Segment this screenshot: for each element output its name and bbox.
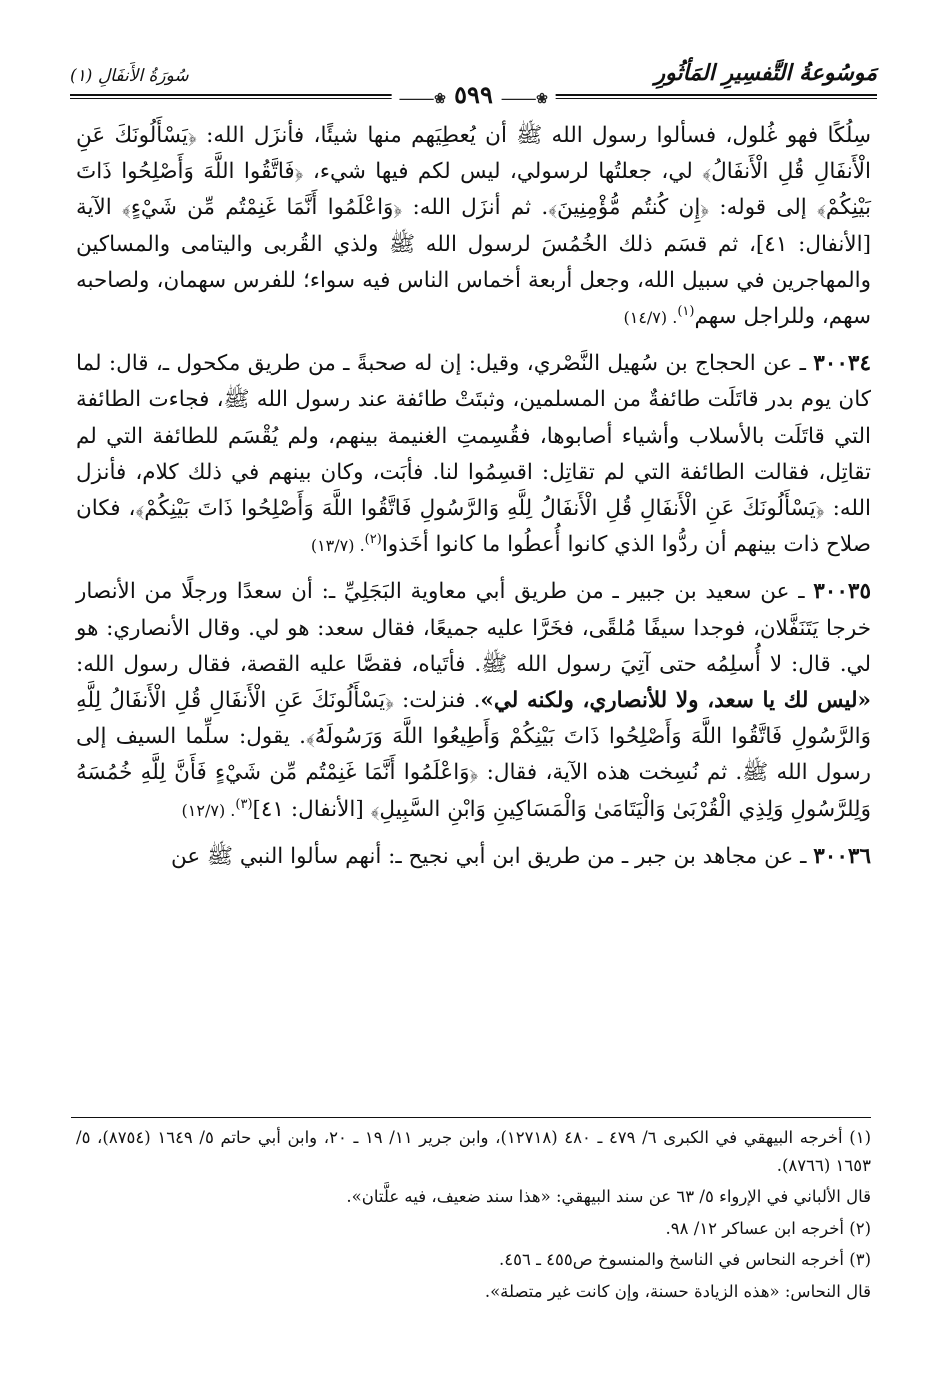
page-header [70,58,877,109]
narration-number: ٣٠٠٣٦ [813,843,871,869]
volume-reference: . (١٣/٧) [310,536,365,556]
footnote-mark: (٢) [364,532,382,548]
surah-title: سُورَةُ الأَنفَالِ (١) [70,66,189,86]
book-title: مَوسُوعةُ التَّفسِيرِ المَأثُورِ [654,60,877,86]
footnote: قال الألباني في الإرواء ٥/ ٦٣ عن سند البيهقي: «هذا سند ضعيف، فيه علَّتان». [346,1187,871,1206]
paragraph-text: ـ عن مجاهد بن جبر ـ من طريق ابن أبي نجيح ـ: أنهم سألوا النبي ﷺ عن [171,843,814,869]
main-text [76,118,871,875]
ornament-icon: ❀⸻ [501,91,548,107]
volume-reference: . (١٢/٧) [181,800,236,820]
hadith-quote: «ليس لك يا سعد، ولا للأنصاري، ولكنه لي» [480,688,871,714]
paragraph [76,839,871,875]
paragraph [76,118,871,336]
footnotes [76,1124,871,1309]
ornament-icon: ❀⸻ [399,91,446,107]
narration-number: ٣٠٠٣٤ [813,351,871,377]
footnote: (١) أخرجه البيهقي في الكبرى ٦/ ٤٧٩ ـ ٤٨٠ (١٢٧١٨)، وابن جرير ١١/ ١٩ ـ ٢٠، وابن أبي حاتم ٥/ ١٦٤٩ (٨٧٥٤)، ٥/ ١٦٥٣ (٨٧٦٦). [76,1128,872,1175]
footnote: (٢) أخرجه ابن عساكر ١٢/ ٩٨. [665,1218,871,1238]
page-number: ٥٩٩ [454,80,493,109]
paragraph [76,346,871,564]
footnote-separator [71,1117,871,1118]
footnote: (٣) أخرجه النحاس في الناسخ والمنسوخ ص٤٥٥ ـ ٤٥٦. [498,1250,871,1269]
paragraph [76,574,871,828]
footnote-mark: (٣) [235,796,253,812]
paragraph-text: ـ عن سعيد بن جبير ـ من طريق أبي معاوية البَجَلِيِّ ـ: أن سعدًا ورجلًا من الأنصار خرجا يَتَنَفَّلان، فوجدا سيفًا مُلقًى، فخَرَّا عليه جميعًا، فقال سعد: هو لي. وقال الأنصاري: هو لي. قال: لا أُسلِمُه حتى آتِيَ رسول الله ﷺ. فأتَياه، فقصَّا عليه القصة، فقال رسول الله: [76,579,871,677]
paragraph-text: . فنزلت: ﴿يَسْأَلُونَكَ عَنِ الْأَنفَالِ قُلِ الْأَنفَالُ لِلَّهِ وَالرَّسُولِ فَاتَّقُوا اللَّهَ وَأَصْلِحُوا ذَاتَ بَيْنِكُمْ وَأَطِيعُوا اللَّهَ وَرَسُولَهُ﴾. يقول: سلِّما السيف إلى رسول الله ﷺ. ثم نُسِخت هذه الآية، فقال: ﴿وَاعْلَمُوا أَنَّمَا غَنِمْتُم مِّن شَيْءٍ فَأَنَّ لِلَّهِ خُمُسَهُ وَلِلرَّسُولِ وَلِذِي الْقُرْبَىٰ وَالْيَتَامَىٰ وَالْمَسَاكِينِ وَابْنِ السَّبِيلِ﴾ [الأنفال: ٤١] [76,688,871,822]
narration-number: ٣٠٠٣٥ [813,579,871,605]
volume-reference: . (١٤/٧) [623,308,678,328]
paragraph-text: سِلُكًا فهو غُلول، فسألوا رسول الله ﷺ أن يُعطِيَهم منها شيئًا، فأنزَل الله: ﴿يَسْأَلُونَكَ عَنِ الْأَنفَالِ قُلِ الْأَنفَالُ﴾ لي، جعلتُها لرسولي، ليس لكم فيها شيء، ﴿فَاتَّقُوا اللَّهَ وَأَصْلِحُوا ذَاتَ بَيْنِكُمْ﴾ إلى قوله: ﴿إِن كُنتُم مُّؤْمِنِينَ﴾. ثم أنزَل الله: ﴿وَاعْلَمُوا أَنَّمَا غَنِمْتُم مِّن شَيْءٍ﴾ الآية [الأنفال: ٤١]، ثم قسَم ذلك الخُمُسَ لرسول الله ﷺ ولذي القُربى واليتامى والمساكين والمهاجرين في سبيل الله، وجعل أربعة أخماس الناس فيه سواء؛ للفرس سهمان، ولصاحبه سهم، وللراجل سهم [76,123,872,330]
footnote-mark: (١) [677,303,695,319]
footnote: قال النحاس: «هذه الزيادة حسنة، وإن كانت غير متصلة». [484,1281,871,1301]
paragraph-text: ـ عن الحجاج بن سُهيل النَّصْري، وقيل: إن له صحبةً ـ من طريق مكحول ـ، قال: لما كان يوم بدر قاتَلَت طائفةٌ من المسلمين، وثبتَتْ طائفة عند رسول الله ﷺ، فجاءت الطائفة التي قاتَلَت بالأسلاب وأشياء أصابوها، فقُسِمتِ الغنيمة بينهم، ولم يُقْسَم للطائفة التي لم تقاتِل، فقالت الطائفة التي لم تقاتِل: اقسِمُوا لنا. فأبَت، وكان بينهم في ذلك كلام، فأنزل الله: ﴿يَسْأَلُونَكَ عَنِ الْأَنفَالِ قُلِ الْأَنفَالُ لِلَّهِ وَالرَّسُولِ فَاتَّقُوا اللَّهَ وَأَصْلِحُوا ذَاتَ بَيْنِكُمْ﴾، فكان صلاح ذات بينهم أن ردُّوا الذي كانوا أُعطُوا ما كانوا أخَذوا [76,351,871,558]
page-number-box [391,80,556,109]
